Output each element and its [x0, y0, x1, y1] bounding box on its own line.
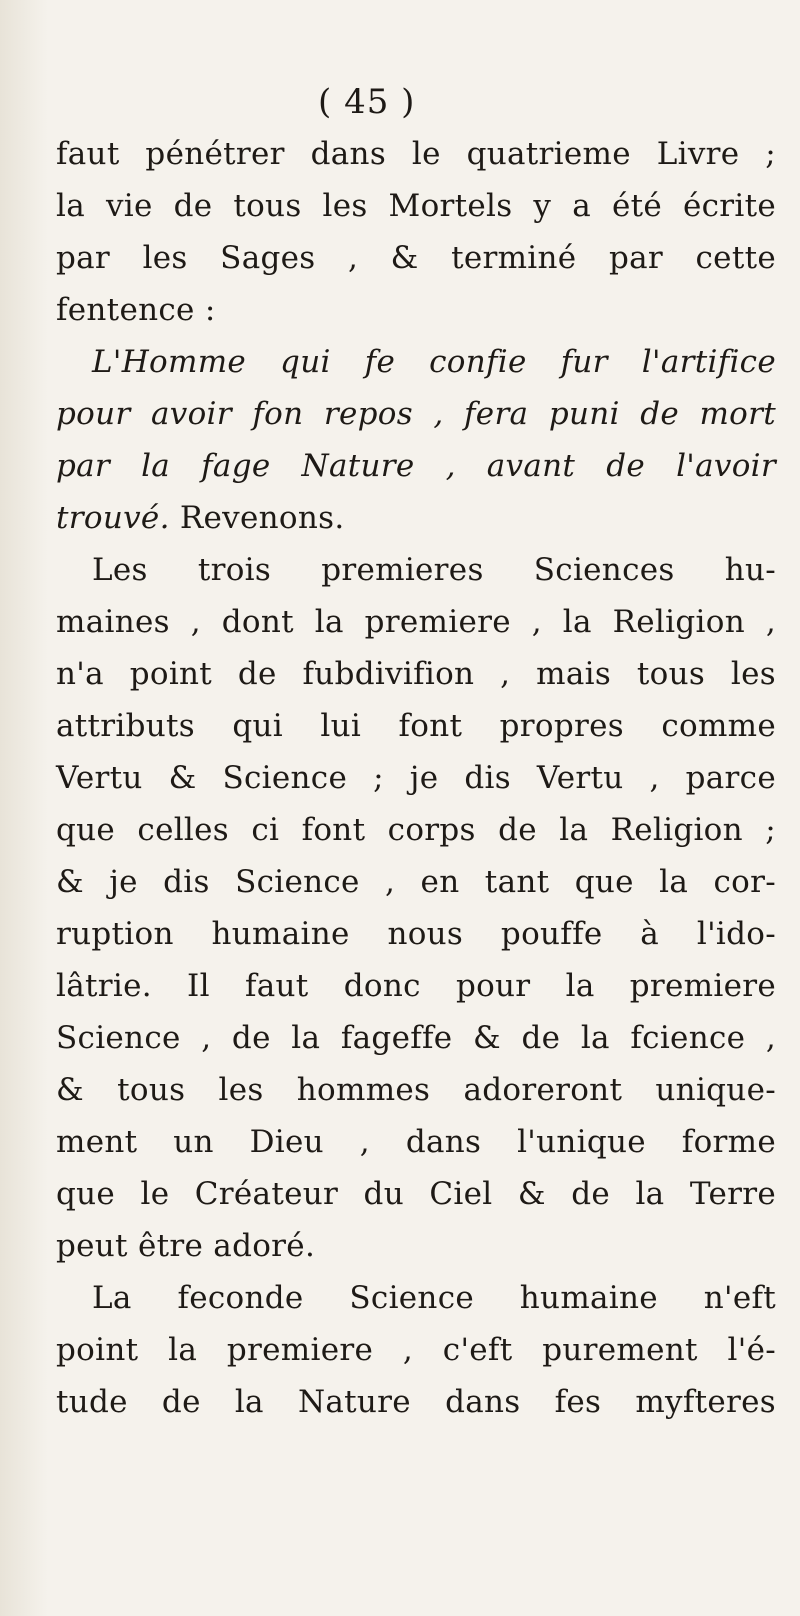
text-line-13: Vertu & Science ; je dis Vertu , parce [56, 760, 776, 796]
quote-line-2: pour avoir fon repos , fera puni de mort [56, 396, 776, 432]
text-line-24: point la premiere , c'eft purement l'é- [56, 1332, 776, 1368]
text-line-9: Les trois premieres Sciences hu- [92, 552, 776, 588]
text-line-17: lâtrie. Il faut donc pour la premiere [56, 968, 776, 1004]
text-line-4: fentence : [56, 292, 216, 328]
text-line-19: & tous les hommes adoreront unique- [56, 1072, 776, 1108]
text-line-16: ruption humaine nous pouffe à l'ido- [56, 916, 776, 952]
text-line-11: n'a point de fubdivifion , mais tous les [56, 656, 776, 692]
quote-line-1: L'Homme qui fe confie fur l'artifice [92, 344, 776, 380]
quote-line-4 [56, 492, 776, 544]
body-text [56, 128, 776, 1428]
text-line-22: peut être adoré. [56, 1228, 316, 1264]
quote-line-3: par la fage Nature , avant de l'avoir [56, 448, 776, 484]
text-line-10: maines , dont la premiere , la Religion , [56, 604, 776, 640]
text-line-15: & je dis Science , en tant que la cor- [56, 864, 776, 900]
text-line-18: Science , de la fageffe & de la fcience , [56, 1020, 776, 1056]
page-gutter-shadow [0, 0, 48, 1616]
text-line-23: La feconde Science humaine n'eft [92, 1280, 776, 1316]
text-line-2: la vie de tous les Mortels y a été écrite [56, 188, 776, 224]
text-line-1: faut pénétrer dans le quatrieme Livre ; [56, 136, 776, 172]
text-line-21: que le Créateur du Ciel & de la Terre [56, 1176, 776, 1212]
quote-end-italic: trouvé. [56, 500, 170, 536]
quote-end-roman: Revenons. [169, 500, 345, 536]
text-line-20: ment un Dieu , dans l'unique forme [56, 1124, 776, 1160]
text-line-3: par les Sages , & terminé par cette [56, 240, 776, 276]
page-number: ( 45 ) [318, 82, 416, 122]
text-line-25: tude de la Nature dans fes myfteres [56, 1384, 776, 1420]
text-line-12: attributs qui lui font propres comme [56, 708, 776, 744]
text-line-14: que celles ci font corps de la Religion ; [56, 812, 776, 848]
